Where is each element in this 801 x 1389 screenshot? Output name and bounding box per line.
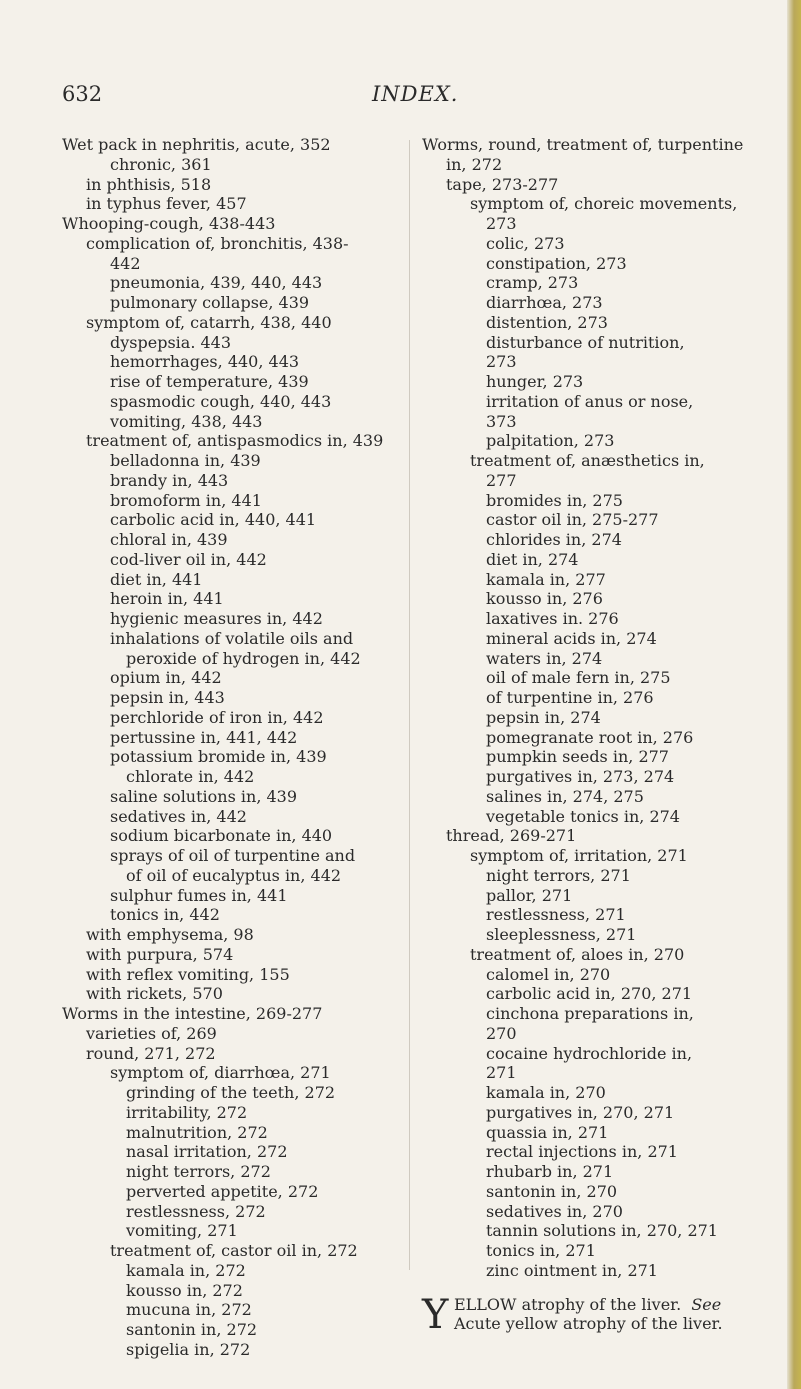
index-line: kamala in, 270 — [486, 1083, 606, 1102]
index-line: round, 271, 272 — [86, 1043, 216, 1063]
index-line: treatment of, anæsthetics in, — [470, 451, 705, 470]
index-line: kousso in, 272 — [126, 1280, 243, 1300]
index-line: inhalations of volatile oils and — [110, 628, 354, 648]
index-line: tape, 273-277 — [446, 174, 559, 194]
index-line: of turpentine in, 276 — [486, 688, 654, 707]
index-line: Worms in the intestine, 269-277 — [62, 1004, 323, 1023]
index-line: chlorate in, 442 — [126, 767, 255, 786]
index-line: varieties of, 269 — [86, 1023, 217, 1043]
index-line: belladonna in, 439 — [110, 451, 261, 470]
index-line: salines in, 274, 275 — [486, 786, 644, 806]
index-line: Worms, round, treatment of, turpentine — [422, 135, 744, 154]
index-line: kamala in, 277 — [486, 569, 606, 589]
index-line: sleeplessness, 271 — [486, 925, 637, 944]
index-line: distention, 273 — [486, 312, 608, 332]
index-line: thread, 269-271 — [446, 826, 577, 846]
index-line: pulmonary collapse, 439 — [110, 293, 310, 312]
index-line: in, 272 — [446, 154, 503, 174]
index-line: 273 — [486, 214, 517, 233]
index-line: tonics in, 271 — [486, 1241, 596, 1260]
index-line: chronic, 361 — [110, 154, 212, 174]
index-line: calomel in, 270 — [486, 964, 611, 984]
index-line: symptom of, choreic movements, — [470, 194, 738, 214]
index-line: spasmodic cough, 440, 443 — [110, 391, 332, 411]
index-line: symptom of, catarrh, 438, 440 — [86, 312, 332, 332]
index-line: 277 — [486, 470, 517, 490]
index-line: mucuna in, 272 — [126, 1300, 252, 1320]
index-line: cinchona preparations in, — [486, 1004, 694, 1023]
index-line: 270 — [486, 1023, 517, 1043]
index-line: pneumonia, 439, 440, 443 — [110, 273, 323, 293]
index-line: Acute yellow atrophy of the liver. — [454, 1314, 723, 1334]
index-line: grinding of the teeth, 272 — [126, 1083, 336, 1102]
index-line: hygienic measures in, 442 — [110, 609, 323, 628]
index-line — [454, 1295, 746, 1315]
index-line: symptom of, irritation, 271 — [470, 846, 688, 865]
index-line: diet in, 441 — [110, 569, 203, 589]
index-line: constipation, 273 — [486, 253, 627, 273]
index-line: treatment of, castor oil in, 272 — [110, 1241, 358, 1260]
index-line: zinc ointment in, 271 — [486, 1260, 658, 1280]
index-column-right — [422, 135, 746, 1338]
page-title: INDEX. — [372, 82, 459, 106]
index-line: with emphysema, 98 — [86, 925, 254, 944]
index-line: sulphur fumes in, 441 — [110, 885, 288, 905]
index-line: sedatives in, 270 — [486, 1201, 623, 1221]
index-line: carbolic acid in, 440, 441 — [110, 510, 317, 530]
index-line: restlessness, 271 — [486, 905, 626, 925]
index-line: 373 — [486, 411, 517, 431]
index-line: nasal irritation, 272 — [126, 1142, 288, 1162]
index-line: santonin in, 272 — [126, 1320, 258, 1339]
index-line: waters in, 274 — [486, 648, 603, 668]
index-line: oil of male fern in, 275 — [486, 668, 671, 688]
index-line: complication of, bronchitis, 438- — [86, 233, 349, 253]
index-column-left — [62, 135, 402, 1360]
index-line: santonin in, 270 — [486, 1181, 618, 1201]
yellow-atrophy-entry — [422, 1291, 746, 1338]
index-line: pumpkin seeds in, 277 — [486, 747, 669, 767]
index-line: brandy in, 443 — [110, 470, 229, 490]
index-line: carbolic acid in, 270, 271 — [486, 984, 693, 1004]
index-line: perchloride of iron in, 442 — [110, 707, 324, 727]
index-line: with reflex vomiting, 155 — [86, 964, 290, 984]
index-line: perverted appetite, 272 — [126, 1181, 319, 1201]
index-line: malnutrition, 272 — [126, 1122, 268, 1142]
index-line: 273 — [486, 352, 517, 372]
index-line: peroxide of hydrogen in, 442 — [126, 648, 361, 668]
index-line: pepsin in, 443 — [110, 688, 225, 707]
see-reference: See — [691, 1294, 722, 1314]
index-line: sodium bicarbonate in, 440 — [110, 826, 333, 846]
index-line: with purpura, 574 — [86, 944, 234, 964]
index-line: of oil of eucalyptus in, 442 — [126, 865, 342, 885]
index-line: kamala in, 272 — [126, 1260, 246, 1280]
page-edge — [787, 0, 801, 1389]
index-line: diet in, 274 — [486, 549, 579, 569]
index-line: cod-liver oil in, 442 — [110, 549, 267, 569]
index-line: purgatives in, 270, 271 — [486, 1102, 675, 1122]
index-line: irritability, 272 — [126, 1102, 248, 1122]
column-divider — [409, 140, 410, 1270]
index-line: castor oil in, 275-277 — [486, 510, 659, 530]
index-line: tannin solutions in, 270, 271 — [486, 1221, 718, 1241]
index-line: mineral acids in, 274 — [486, 628, 657, 648]
index-line: irritation of anus or nose, — [486, 391, 694, 411]
index-line: laxatives in. 276 — [486, 609, 619, 628]
index-line: night terrors, 271 — [486, 865, 631, 885]
index-line: disturbance of nutrition, — [486, 332, 685, 352]
index-line: quassia in, 271 — [486, 1122, 609, 1142]
index-line: 442 — [110, 253, 141, 273]
index-line: treatment of, antispasmodics in, 439 — [86, 431, 384, 451]
index-line: colic, 273 — [486, 233, 565, 253]
index-line: vegetable tonics in, 274 — [486, 806, 680, 826]
index-line: Wet pack in nephritis, acute, 352 — [62, 135, 331, 154]
index-line: in phthisis, 518 — [86, 174, 212, 194]
index-line: 271 — [486, 1063, 517, 1083]
index-line: hemorrhages, 440, 443 — [110, 352, 300, 372]
index-line: rhubarb in, 271 — [486, 1162, 614, 1181]
index-line: rectal injections in, 271 — [486, 1142, 678, 1162]
index-line: tonics in, 442 — [110, 905, 220, 925]
index-line: sprays of oil of turpentine and — [110, 846, 356, 865]
index-line: vomiting, 271 — [126, 1221, 238, 1241]
index-line: vomiting, 438, 443 — [110, 411, 263, 431]
index-line: symptom of, diarrhœa, 271 — [110, 1063, 331, 1083]
index-line: sedatives in, 442 — [110, 806, 247, 826]
index-line: purgatives in, 273, 274 — [486, 767, 675, 786]
entry-text: ELLOW atrophy of the liver. — [454, 1294, 682, 1314]
index-line: bromides in, 275 — [486, 490, 623, 510]
index-line: pepsin in, 274 — [486, 707, 601, 727]
index-list-right — [422, 135, 746, 1281]
index-line: heroin in, 441 — [110, 589, 224, 609]
index-line: saline solutions in, 439 — [110, 786, 298, 806]
index-line: bromoform in, 441 — [110, 490, 262, 510]
index-line: with rickets, 570 — [86, 984, 223, 1004]
index-line: in typhus fever, 457 — [86, 194, 247, 214]
index-line: cocaine hydrochloride in, — [486, 1043, 693, 1063]
index-line: chloral in, 439 — [110, 530, 228, 549]
index-line: pallor, 271 — [486, 885, 573, 905]
drop-cap: Y — [422, 1291, 449, 1338]
page-number: 632 — [62, 82, 103, 106]
index-line: night terrors, 272 — [126, 1162, 271, 1181]
index-line: treatment of, aloes in, 270 — [470, 944, 685, 964]
index-line: restlessness, 272 — [126, 1201, 266, 1221]
index-line: hunger, 273 — [486, 372, 584, 391]
index-line: rise of temperature, 439 — [110, 372, 309, 391]
index-line: chlorides in, 274 — [486, 530, 622, 549]
index-line: pertussine in, 441, 442 — [110, 727, 298, 747]
index-line: cramp, 273 — [486, 273, 579, 293]
index-line: diarrhœa, 273 — [486, 293, 603, 312]
index-line: kousso in, 276 — [486, 589, 603, 609]
index-line: Whooping-cough, 438-443 — [62, 214, 276, 233]
index-line: palpitation, 273 — [486, 431, 615, 451]
index-line: dyspepsia. 443 — [110, 332, 232, 352]
index-line: opium in, 442 — [110, 668, 222, 688]
index-line: spigelia in, 272 — [126, 1339, 251, 1359]
index-line: pomegranate root in, 276 — [486, 727, 694, 747]
index-line: potassium bromide in, 439 — [110, 747, 327, 767]
